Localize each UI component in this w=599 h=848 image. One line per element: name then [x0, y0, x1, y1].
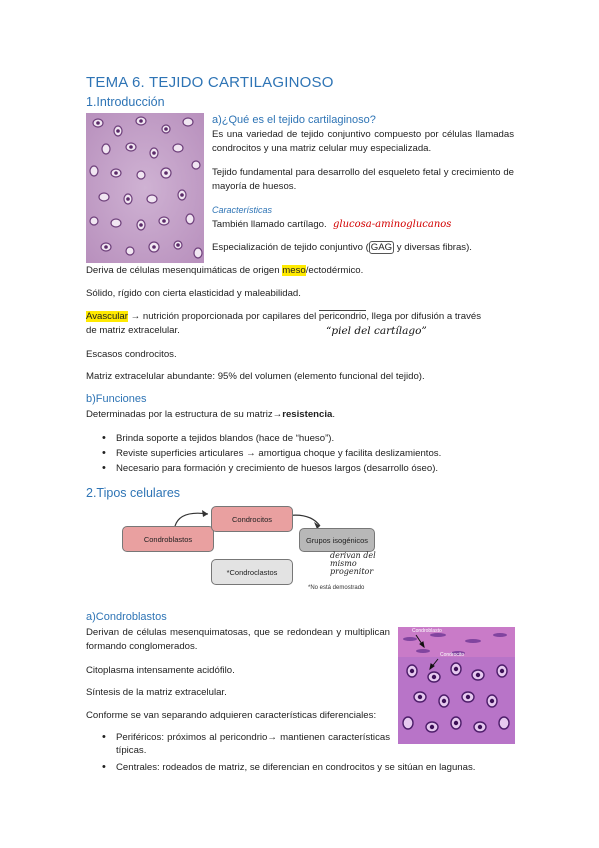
diagram-footnote: *No está demostrado: [308, 585, 365, 591]
funciones-list: [86, 431, 526, 476]
text-segment: → nutrición proporcionada por capilares del: [127, 311, 319, 322]
condroblastos-heading: a)Condroblastos: [86, 611, 167, 623]
paragraph-avascular-line2: de matriz extracelular.: [86, 325, 180, 336]
arrow-glyph: →: [272, 409, 283, 420]
funciones-heading: b)Funciones: [86, 393, 147, 405]
text-segment: /ectodérmico.: [305, 265, 364, 276]
caracteristicas-heading: Características: [212, 205, 273, 215]
paragraph-avascular: [86, 310, 516, 324]
list-item: • Brinda soporte a tejidos blandos (hace de “hueso”).: [86, 431, 526, 446]
box-condroblastos: Condroblastos: [122, 526, 214, 552]
funciones-intro: [86, 408, 335, 422]
text-segment: , llega por difusión a través: [366, 311, 482, 322]
text-segment: .: [332, 409, 336, 420]
text-segment: y diversas fibras).: [394, 242, 472, 253]
text-segment: Especialización de tejido conjuntivo (: [212, 242, 369, 253]
box-condrocitos: Condrocitos: [211, 506, 293, 532]
section-introduccion: 1.Introducción: [86, 95, 165, 109]
paragraph-sintesis: Síntesis de la matriz extracelular.: [86, 687, 227, 698]
paragraph-deriva: [86, 264, 363, 278]
question-heading: a)¿Qué es el tejido cartilaginoso?: [212, 114, 376, 126]
paragraph-cartilago: También llamado cartílago.: [212, 219, 327, 230]
handwritten-progenitor-note: derivan del mismo progenitor: [330, 551, 376, 576]
paragraph-solido: Sólido, rígido con cierta elasticidad y maleabilidad.: [86, 288, 301, 299]
highlight-meso: meso: [282, 265, 306, 276]
pericondrio-term: pericondrio: [318, 311, 367, 322]
histology-image-1: [86, 113, 204, 263]
page-title: TEMA 6. TEJIDO CARTILAGINOSO: [86, 74, 334, 91]
list-item: • Periféricos: próximos al pericondrio→ mantienen características típicas.: [86, 731, 390, 757]
paragraph-definition: Es una variedad de tejido conjuntivo compuesto por células llamadas condrocitos y una matriz celular muy especializada.: [212, 129, 514, 154]
label-condrocito: Condrocito: [440, 652, 465, 658]
section-tipos-celulares: 2.Tipos celulares: [86, 486, 181, 500]
list-item: • Centrales: rodeados de matriz, se diferencian en condrocitos y se sitúan en lagunas.: [86, 760, 506, 775]
handwritten-piel-note: “piel del cartílago”: [326, 325, 427, 337]
handwritten-gag-note: glucosa-aminoglucanos: [333, 219, 452, 230]
histology-image-2: [398, 627, 515, 744]
box-grupos-isogenicos: Grupos isogénicos: [299, 528, 375, 552]
highlight-avascular: Avascular: [86, 311, 128, 322]
paragraph-escasos: Escasos condrocitos.: [86, 349, 177, 360]
list-item: • Reviste superficies articulares → amortigua choque y facilita deslizamientos.: [86, 446, 526, 461]
text-segment: Determinadas por la estructura de su matriz: [86, 409, 273, 420]
paragraph-citoplasma: Citoplasma intensamente acidófilo.: [86, 665, 235, 676]
paragraph-matriz: Matriz extracelular abundante: 95% del volumen (elemento funcional del tejido).: [86, 371, 425, 382]
resistencia-bold: resistencia: [282, 409, 333, 420]
list-item: • Necesario para formación y crecimiento de huesos largos (desarrollo óseo).: [86, 461, 526, 476]
paragraph-fundamental: Tejido fundamental para desarrollo del esqueleto fetal y crecimiento de mayoría de huesos.: [212, 167, 514, 192]
box-condroclastos: *Condroclastos: [211, 559, 293, 585]
paragraph-derivan: Derivan de células mesenquimatosas, que se redondean y multiplican formando conglomerados.: [86, 627, 390, 652]
text-segment: Deriva de células mesenquimáticas de origen: [86, 265, 283, 276]
paragraph-especializacion: [212, 241, 472, 255]
gag-circled: GAG: [370, 242, 393, 253]
label-condroblasto: Condroblasto: [412, 628, 442, 634]
paragraph-conforme: Conforme se van separando adquieren características diferenciales:: [86, 710, 377, 721]
